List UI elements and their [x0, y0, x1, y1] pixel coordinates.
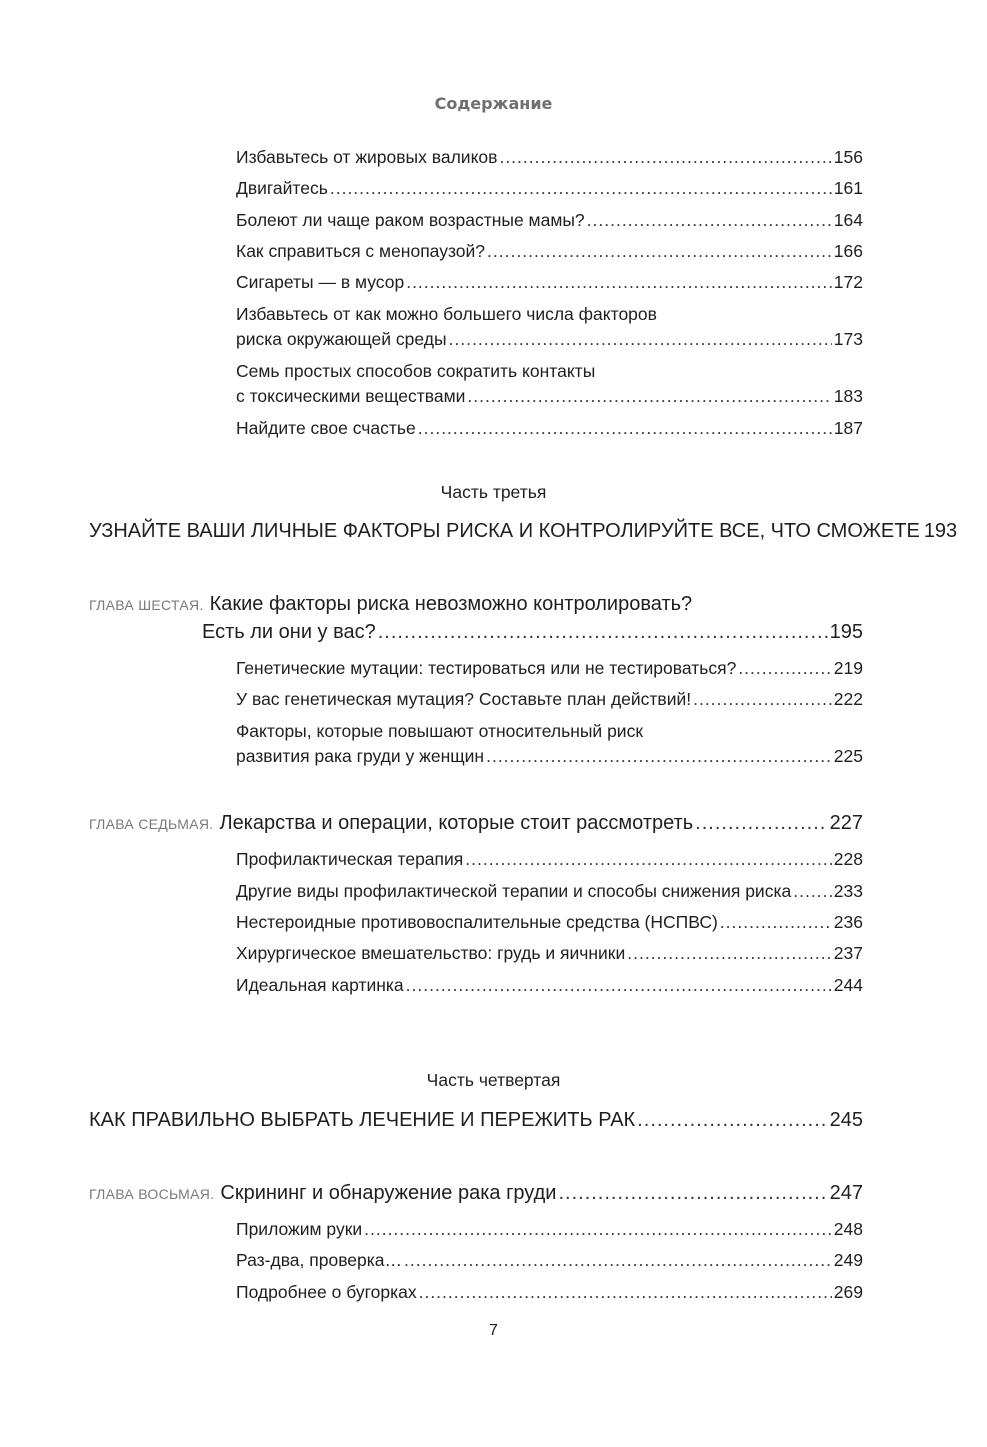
leader-dots — [418, 416, 832, 440]
entry-title: развития рака груди у женщин — [236, 746, 485, 766]
entry-title: Подробнее о бугорках — [236, 1282, 417, 1302]
toc-entry[interactable] — [236, 910, 863, 934]
entry-page: 161 — [833, 178, 863, 198]
chapter-page: 195 — [829, 621, 863, 643]
part-label: Часть третья — [440, 482, 547, 502]
entry-page: 233 — [833, 881, 863, 901]
toc-entry[interactable] — [236, 416, 863, 440]
chapter-title: Скрининг и обнаружение рака груди — [220, 1182, 557, 1204]
leader-dots — [499, 145, 831, 169]
entry-title: Сигареты — в мусор — [236, 272, 405, 292]
entry-page: 164 — [833, 210, 863, 230]
toc-entry[interactable] — [236, 879, 863, 903]
entry-page: 183 — [833, 386, 863, 406]
chapter-label: ГЛАВА ШЕСТАЯ. — [89, 597, 204, 613]
part-title: КАК ПРАВИЛЬНО ВЫБРАТЬ ЛЕЧЕНИЕ И ПЕРЕЖИТЬ РАК — [89, 1109, 636, 1131]
entry-title: Идеальная картинка — [236, 975, 404, 995]
leader-dots — [695, 809, 827, 837]
entry-page: 156 — [833, 147, 863, 167]
entry-title: Раз-два, проверка… — [236, 1250, 403, 1270]
entry-title-line1: Факторы, которые повышают относительный риск — [236, 721, 643, 741]
leader-dots — [330, 176, 832, 200]
leader-dots — [738, 656, 831, 680]
entry-title: Болеют ли чаще раком возрастные мамы? — [236, 210, 585, 230]
leader-dots — [793, 879, 832, 903]
page-number: 7 — [489, 1322, 498, 1339]
leader-dots — [558, 1179, 827, 1207]
chapter-heading[interactable] — [89, 590, 692, 619]
toc-entry[interactable] — [236, 744, 863, 768]
leader-dots — [406, 270, 832, 294]
toc-entry[interactable] — [236, 1217, 863, 1241]
entry-page: 269 — [833, 1282, 863, 1302]
chapter-entry[interactable] — [89, 1179, 863, 1208]
entry-page: 225 — [833, 746, 863, 766]
part-entry[interactable] — [89, 517, 958, 545]
chapter-label: ГЛАВА СЕДЬМАЯ. — [89, 816, 214, 832]
entry-title: с токсическими веществами — [236, 386, 466, 406]
entry-title-line1: Избавьтесь от как можно большего числа факторов — [236, 304, 657, 324]
part-label: Часть четвертая — [426, 1070, 561, 1090]
part-entry[interactable] — [89, 1106, 863, 1134]
toc-entry[interactable] — [236, 973, 863, 997]
chapter-title: Лекарства и операции, которые стоит рассмотреть — [219, 812, 694, 834]
part-page: 245 — [829, 1109, 863, 1131]
entry-page: 237 — [833, 943, 863, 963]
entry-page: 228 — [833, 849, 863, 869]
leader-dots — [693, 687, 832, 711]
leader-dots — [486, 744, 832, 768]
entry-page: 248 — [833, 1219, 863, 1239]
entry-page: 222 — [833, 689, 863, 709]
entry-title: Другие виды профилактической терапии и способы снижения риска — [236, 881, 792, 901]
toc-entry[interactable] — [236, 208, 863, 232]
toc-entry[interactable] — [236, 327, 863, 351]
chapter-page: 227 — [829, 812, 863, 834]
toc-entry[interactable] — [236, 1280, 863, 1304]
toc-entry[interactable] — [236, 847, 863, 871]
leader-dots — [378, 618, 828, 646]
leader-dots — [587, 208, 832, 232]
toc-entry[interactable] — [236, 239, 863, 263]
entry-title: Избавьтесь от жировых валиков — [236, 147, 498, 167]
entry-title: Профилактическая терапия — [236, 849, 464, 869]
entry-title: Приложим руки — [236, 1219, 363, 1239]
leader-dots — [449, 327, 832, 351]
leader-dots — [720, 910, 832, 934]
part-title: УЗНАЙТЕ ВАШИ ЛИЧНЫЕ ФАКТОРЫ РИСКА И КОНТРОЛИРУЙТЕ ВСЕ, ЧТО СМОЖЕТЕ — [89, 520, 920, 542]
entry-title: Хирургическое вмешательство: грудь и яичники — [236, 943, 626, 963]
chapter-title: Какие факторы риска невозможно контролировать? — [209, 593, 693, 615]
leader-dots — [465, 847, 832, 871]
leader-dots — [467, 384, 831, 408]
entry-page: 244 — [833, 975, 863, 995]
chapter-label: ГЛАВА ВОСЬМАЯ. — [89, 1186, 215, 1202]
leader-dots — [404, 1248, 832, 1272]
entry-page: 219 — [833, 658, 863, 678]
entry-page: 187 — [833, 418, 863, 438]
toc-entry[interactable] — [236, 176, 863, 200]
toc-entry[interactable] — [236, 1248, 863, 1272]
toc-entry[interactable] — [236, 941, 863, 965]
chapter-title: Есть ли они у вас? — [202, 621, 376, 643]
entry-page: 172 — [833, 272, 863, 292]
leader-dots — [406, 973, 832, 997]
running-head: Содержание — [434, 94, 553, 113]
toc-entry[interactable] — [236, 384, 863, 408]
chapter-page: 247 — [829, 1182, 863, 1204]
entry-title: риска окружающей среды — [236, 329, 447, 349]
entry-title: Нестероидные противовоспалительные средства (НСПВС) — [236, 912, 718, 932]
entry-title-line1: Семь простых способов сократить контакты — [236, 361, 596, 381]
entry-page: 236 — [833, 912, 863, 932]
entry-page: 249 — [833, 1250, 863, 1270]
entry-page: 166 — [833, 241, 863, 261]
leader-dots — [419, 1280, 832, 1304]
entry-page: 173 — [833, 329, 863, 349]
entry-title: Генетические мутации: тестироваться или не тестироваться? — [236, 658, 737, 678]
entry-title: Как справиться с менопаузой? — [236, 241, 486, 261]
toc-entry[interactable] — [236, 687, 863, 711]
toc-entry[interactable] — [236, 656, 863, 680]
chapter-entry[interactable] — [202, 618, 863, 646]
leader-dots — [364, 1217, 832, 1241]
toc-entry[interactable] — [236, 270, 863, 294]
entry-title: Найдите свое счастье — [236, 418, 416, 438]
leader-dots — [637, 1106, 827, 1134]
entry-title: У вас генетическая мутация? Составьте план действий! — [236, 689, 692, 709]
leader-dots — [627, 941, 832, 965]
chapter-entry[interactable] — [89, 809, 863, 838]
leader-dots — [487, 239, 832, 263]
part-page: 193 — [923, 520, 958, 542]
entry-title: Двигайтесь — [236, 178, 328, 198]
toc-entry[interactable] — [236, 145, 863, 169]
